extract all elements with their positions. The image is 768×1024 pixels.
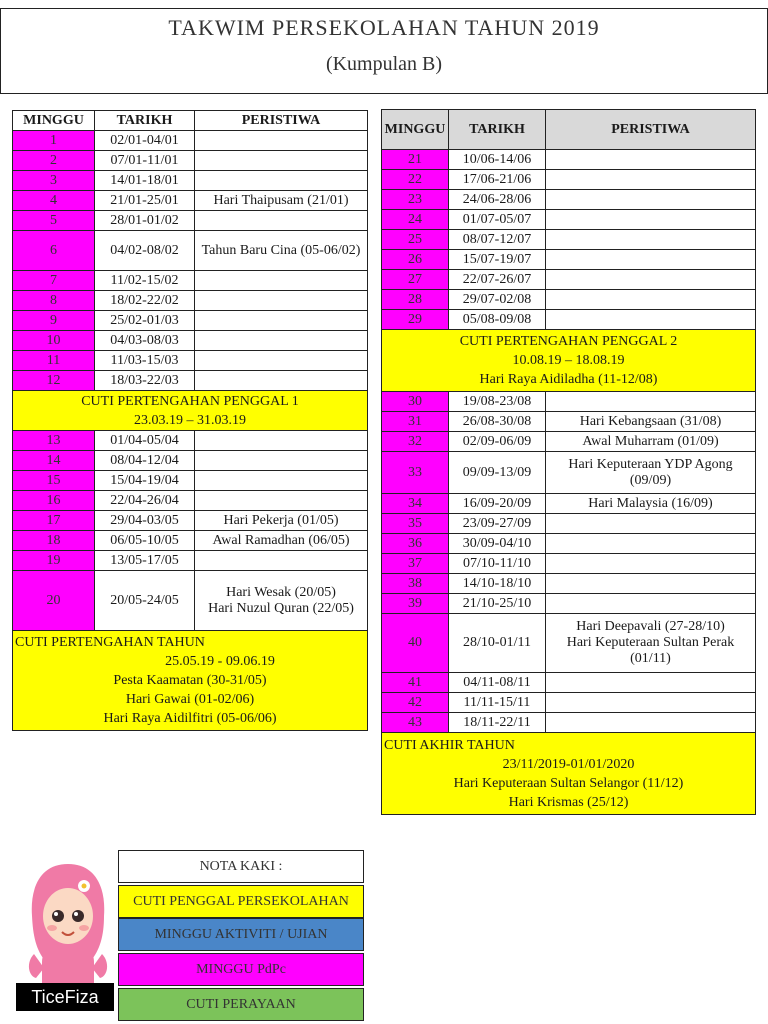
week-date: 20/05-24/05 bbox=[95, 571, 195, 631]
week-date: 11/03-15/03 bbox=[95, 351, 195, 371]
week-event bbox=[546, 210, 756, 230]
week-event: Hari Pekerja (01/05) bbox=[195, 511, 368, 531]
week-number: 29 bbox=[382, 310, 449, 330]
calendar-row bbox=[382, 290, 756, 310]
week-number: 32 bbox=[382, 432, 449, 452]
author-badge: TiceFiza bbox=[16, 983, 114, 1011]
calendar-row bbox=[382, 432, 756, 452]
week-number: 13 bbox=[13, 431, 95, 451]
week-date: 25/02-01/03 bbox=[95, 311, 195, 331]
week-number: 43 bbox=[382, 713, 449, 733]
calendar-row bbox=[13, 131, 368, 151]
week-event: Hari Malaysia (16/09) bbox=[546, 494, 756, 514]
week-event: Awal Ramadhan (06/05) bbox=[195, 531, 368, 551]
calendar-row bbox=[13, 191, 368, 211]
week-event: Tahun Baru Cina (05-06/02) bbox=[195, 231, 368, 271]
week-event bbox=[546, 290, 756, 310]
week-event bbox=[195, 271, 368, 291]
header-tarikh: TARIKH bbox=[95, 111, 195, 131]
week-event bbox=[546, 594, 756, 614]
calendar-row bbox=[13, 231, 368, 271]
cuti-holiday: Hari Keputeraan Sultan Selangor (11/12) bbox=[453, 775, 684, 791]
calendar-row bbox=[382, 514, 756, 534]
calendar-row bbox=[382, 693, 756, 713]
week-date: 14/10-18/10 bbox=[449, 574, 546, 594]
week-number: 2 bbox=[13, 151, 95, 171]
week-date: 28/10-01/11 bbox=[449, 614, 546, 673]
legend-minggu-pdpc: MINGGU PdPc bbox=[118, 953, 364, 986]
calendar-row bbox=[382, 574, 756, 594]
week-date: 24/06-28/06 bbox=[449, 190, 546, 210]
week-number: 7 bbox=[13, 271, 95, 291]
week-event bbox=[546, 713, 756, 733]
calendar-row bbox=[13, 331, 368, 351]
week-number: 21 bbox=[382, 150, 449, 170]
week-date: 30/09-04/10 bbox=[449, 534, 546, 554]
legend-minggu-aktiviti: MINGGU AKTIVITI / UJIAN bbox=[118, 918, 364, 951]
cuti-date: 25.05.19 - 09.06.19 bbox=[165, 654, 275, 669]
week-event bbox=[546, 514, 756, 534]
week-number: 9 bbox=[13, 311, 95, 331]
week-event bbox=[546, 693, 756, 713]
week-date: 11/02-15/02 bbox=[95, 271, 195, 291]
week-date: 21/01-25/01 bbox=[95, 191, 195, 211]
week-number: 39 bbox=[382, 594, 449, 614]
calendar-row bbox=[13, 311, 368, 331]
calendar-row bbox=[382, 270, 756, 290]
week-event: Hari Thaipusam (21/01) bbox=[195, 191, 368, 211]
calendar-row bbox=[382, 392, 756, 412]
week-number: 14 bbox=[13, 451, 95, 471]
calendar-row bbox=[13, 491, 368, 511]
event-line: Hari Nuzul Quran (22/05) bbox=[208, 600, 354, 616]
calendar-row bbox=[382, 230, 756, 250]
week-date: 29/04-03/05 bbox=[95, 511, 195, 531]
header-peristiwa: PERISTIWA bbox=[546, 110, 756, 150]
header-tarikh: TARIKH bbox=[449, 110, 546, 150]
week-event bbox=[195, 291, 368, 311]
cuti-label: CUTI AKHIR TAHUN bbox=[384, 737, 515, 753]
week-event bbox=[546, 673, 756, 693]
header-minggu: MINGGU bbox=[382, 110, 449, 150]
week-number: 26 bbox=[382, 250, 449, 270]
calendar-row bbox=[13, 551, 368, 571]
cuti-date: 23/11/2019-01/01/2020 bbox=[502, 756, 635, 772]
week-date: 02/01-04/01 bbox=[95, 131, 195, 151]
week-date: 10/06-14/06 bbox=[449, 150, 546, 170]
week-event bbox=[195, 311, 368, 331]
week-date: 21/10-25/10 bbox=[449, 594, 546, 614]
week-date: 05/08-09/08 bbox=[449, 310, 546, 330]
week-event bbox=[546, 310, 756, 330]
week-event bbox=[195, 331, 368, 351]
calendar-table-left bbox=[12, 110, 368, 731]
calendar-row bbox=[13, 291, 368, 311]
week-event bbox=[195, 131, 368, 151]
calendar-row bbox=[382, 554, 756, 574]
week-event bbox=[546, 534, 756, 554]
week-date: 18/03-22/03 bbox=[95, 371, 195, 391]
calendar-row bbox=[13, 151, 368, 171]
calendar-row bbox=[382, 210, 756, 230]
week-number: 5 bbox=[13, 211, 95, 231]
week-date: 01/04-05/04 bbox=[95, 431, 195, 451]
calendar-row bbox=[382, 310, 756, 330]
header-peristiwa: PERISTIWA bbox=[195, 111, 368, 131]
calendar-row bbox=[382, 534, 756, 554]
week-date: 04/03-08/03 bbox=[95, 331, 195, 351]
week-event bbox=[546, 270, 756, 290]
week-date: 22/07-26/07 bbox=[449, 270, 546, 290]
legend-cuti-perayaan: CUTI PERAYAAN bbox=[118, 988, 364, 1021]
calendar-row bbox=[382, 150, 756, 170]
week-number: 36 bbox=[382, 534, 449, 554]
week-number: 20 bbox=[13, 571, 95, 631]
week-event bbox=[546, 170, 756, 190]
week-event: Hari Kebangsaan (31/08) bbox=[546, 412, 756, 432]
week-event bbox=[546, 392, 756, 412]
cuti-holiday: Hari Gawai (01-02/06) bbox=[125, 692, 255, 707]
week-event bbox=[546, 230, 756, 250]
week-event bbox=[546, 554, 756, 574]
week-number: 15 bbox=[13, 471, 95, 491]
week-number: 30 bbox=[382, 392, 449, 412]
calendar-row bbox=[382, 673, 756, 693]
week-number: 11 bbox=[13, 351, 95, 371]
week-event bbox=[195, 491, 368, 511]
week-date: 08/04-12/04 bbox=[95, 451, 195, 471]
week-number: 1 bbox=[13, 131, 95, 151]
week-number: 25 bbox=[382, 230, 449, 250]
week-event bbox=[546, 150, 756, 170]
week-event bbox=[195, 371, 368, 391]
cuti-holiday: Pesta Kaamatan (30-31/05) bbox=[113, 673, 267, 688]
legend-header: NOTA KAKI : bbox=[118, 850, 364, 883]
calendar-row bbox=[382, 250, 756, 270]
week-date: 15/04-19/04 bbox=[95, 471, 195, 491]
week-event bbox=[195, 211, 368, 231]
week-date: 14/01-18/01 bbox=[95, 171, 195, 191]
week-event bbox=[546, 614, 756, 673]
week-number: 3 bbox=[13, 171, 95, 191]
week-date: 18/02-22/02 bbox=[95, 291, 195, 311]
page-subtitle: (Kumpulan B) bbox=[325, 53, 443, 75]
cuti-label: CUTI PERTENGAHAN PENGGAL 1 bbox=[81, 393, 299, 409]
calendar-row bbox=[382, 494, 756, 514]
week-date: 04/02-08/02 bbox=[95, 231, 195, 271]
week-date: 11/11-15/11 bbox=[449, 693, 546, 713]
calendar-row bbox=[13, 371, 368, 391]
week-number: 41 bbox=[382, 673, 449, 693]
week-event bbox=[195, 551, 368, 571]
calendar-row bbox=[13, 471, 368, 491]
calendar-row bbox=[13, 351, 368, 371]
calendar-row bbox=[382, 452, 756, 494]
cuti-holiday: Hari Raya Aidiladha (11-12/08) bbox=[479, 372, 658, 387]
week-event bbox=[546, 574, 756, 594]
week-event bbox=[195, 151, 368, 171]
week-number: 31 bbox=[382, 412, 449, 432]
week-number: 18 bbox=[13, 531, 95, 551]
week-number: 19 bbox=[13, 551, 95, 571]
week-number: 12 bbox=[13, 371, 95, 391]
cuti-holiday: Hari Raya Aidilfitri (05-06/06) bbox=[103, 711, 277, 726]
week-event bbox=[546, 190, 756, 210]
week-date: 22/04-26/04 bbox=[95, 491, 195, 511]
calendar-row bbox=[13, 511, 368, 531]
cuti-akhir-tahun bbox=[382, 733, 756, 815]
week-number: 33 bbox=[382, 452, 449, 494]
cuti-holiday: Hari Krismas (25/12) bbox=[508, 794, 629, 810]
cuti-pertengahan-penggal-1 bbox=[13, 391, 368, 431]
week-date: 16/09-20/09 bbox=[449, 494, 546, 514]
week-date: 08/07-12/07 bbox=[449, 230, 546, 250]
week-number: 8 bbox=[13, 291, 95, 311]
week-date: 23/09-27/09 bbox=[449, 514, 546, 534]
calendar-row bbox=[13, 531, 368, 551]
week-number: 38 bbox=[382, 574, 449, 594]
week-number: 17 bbox=[13, 511, 95, 531]
week-date: 04/11-08/11 bbox=[449, 673, 546, 693]
cuti-date: 23.03.19 – 31.03.19 bbox=[134, 412, 246, 428]
hijab-girl-avatar-icon bbox=[22, 858, 114, 988]
cuti-pertengahan-tahun bbox=[13, 631, 368, 731]
week-event bbox=[195, 351, 368, 371]
title-box bbox=[0, 8, 768, 94]
calendar-row bbox=[13, 171, 368, 191]
week-date: 02/09-06/09 bbox=[449, 432, 546, 452]
cuti-pertengahan-penggal-2 bbox=[382, 330, 756, 392]
week-date: 09/09-13/09 bbox=[449, 452, 546, 494]
calendar-row bbox=[382, 170, 756, 190]
week-number: 34 bbox=[382, 494, 449, 514]
header-minggu: MINGGU bbox=[13, 111, 95, 131]
week-number: 16 bbox=[13, 491, 95, 511]
week-event bbox=[195, 431, 368, 451]
week-number: 35 bbox=[382, 514, 449, 534]
week-date: 29/07-02/08 bbox=[449, 290, 546, 310]
calendar-row bbox=[382, 412, 756, 432]
week-event: Awal Muharram (01/09) bbox=[546, 432, 756, 452]
week-date: 07/01-11/01 bbox=[95, 151, 195, 171]
calendar-row bbox=[13, 451, 368, 471]
calendar-row bbox=[382, 190, 756, 210]
week-number: 27 bbox=[382, 270, 449, 290]
week-date: 26/08-30/08 bbox=[449, 412, 546, 432]
calendar-table-right bbox=[381, 109, 756, 815]
cuti-date: 10.08.19 – 18.08.19 bbox=[512, 353, 625, 368]
week-date: 18/11-22/11 bbox=[449, 713, 546, 733]
event-line: Hari Wesak (20/05) bbox=[226, 584, 336, 600]
week-date: 19/08-23/08 bbox=[449, 392, 546, 412]
cuti-label: CUTI PERTENGAHAN TAHUN bbox=[15, 635, 205, 650]
week-date: 17/06-21/06 bbox=[449, 170, 546, 190]
week-date: 28/01-01/02 bbox=[95, 211, 195, 231]
week-event bbox=[195, 571, 368, 631]
calendar-row bbox=[382, 713, 756, 733]
event-line: Hari Keputeraan Sultan Perak (01/11) bbox=[566, 635, 735, 666]
week-number: 28 bbox=[382, 290, 449, 310]
week-event bbox=[195, 451, 368, 471]
week-date: 01/07-05/07 bbox=[449, 210, 546, 230]
week-event bbox=[195, 471, 368, 491]
week-event bbox=[546, 250, 756, 270]
legend-cuti-penggal: CUTI PENGGAL PERSEKOLAHAN bbox=[118, 885, 364, 918]
calendar-row bbox=[382, 594, 756, 614]
week-date: 06/05-10/05 bbox=[95, 531, 195, 551]
calendar-row bbox=[13, 211, 368, 231]
week-number: 42 bbox=[382, 693, 449, 713]
week-event bbox=[195, 171, 368, 191]
week-number: 22 bbox=[382, 170, 449, 190]
week-number: 6 bbox=[13, 231, 95, 271]
page-title: TAKWIM PERSEKOLAHAN TAHUN 2019 bbox=[168, 15, 600, 40]
week-date: 07/10-11/10 bbox=[449, 554, 546, 574]
week-date: 13/05-17/05 bbox=[95, 551, 195, 571]
week-number: 23 bbox=[382, 190, 449, 210]
week-number: 10 bbox=[13, 331, 95, 351]
week-event: Hari Keputeraan YDP Agong (09/09) bbox=[546, 452, 756, 494]
week-number: 37 bbox=[382, 554, 449, 574]
week-date: 15/07-19/07 bbox=[449, 250, 546, 270]
event-line: Hari Deepavali (27-28/10) bbox=[576, 619, 725, 634]
calendar-row bbox=[13, 431, 368, 451]
calendar-row bbox=[13, 271, 368, 291]
week-number: 40 bbox=[382, 614, 449, 673]
week-number: 24 bbox=[382, 210, 449, 230]
cuti-label: CUTI PERTENGAHAN PENGGAL 2 bbox=[459, 334, 678, 349]
week-number: 4 bbox=[13, 191, 95, 211]
